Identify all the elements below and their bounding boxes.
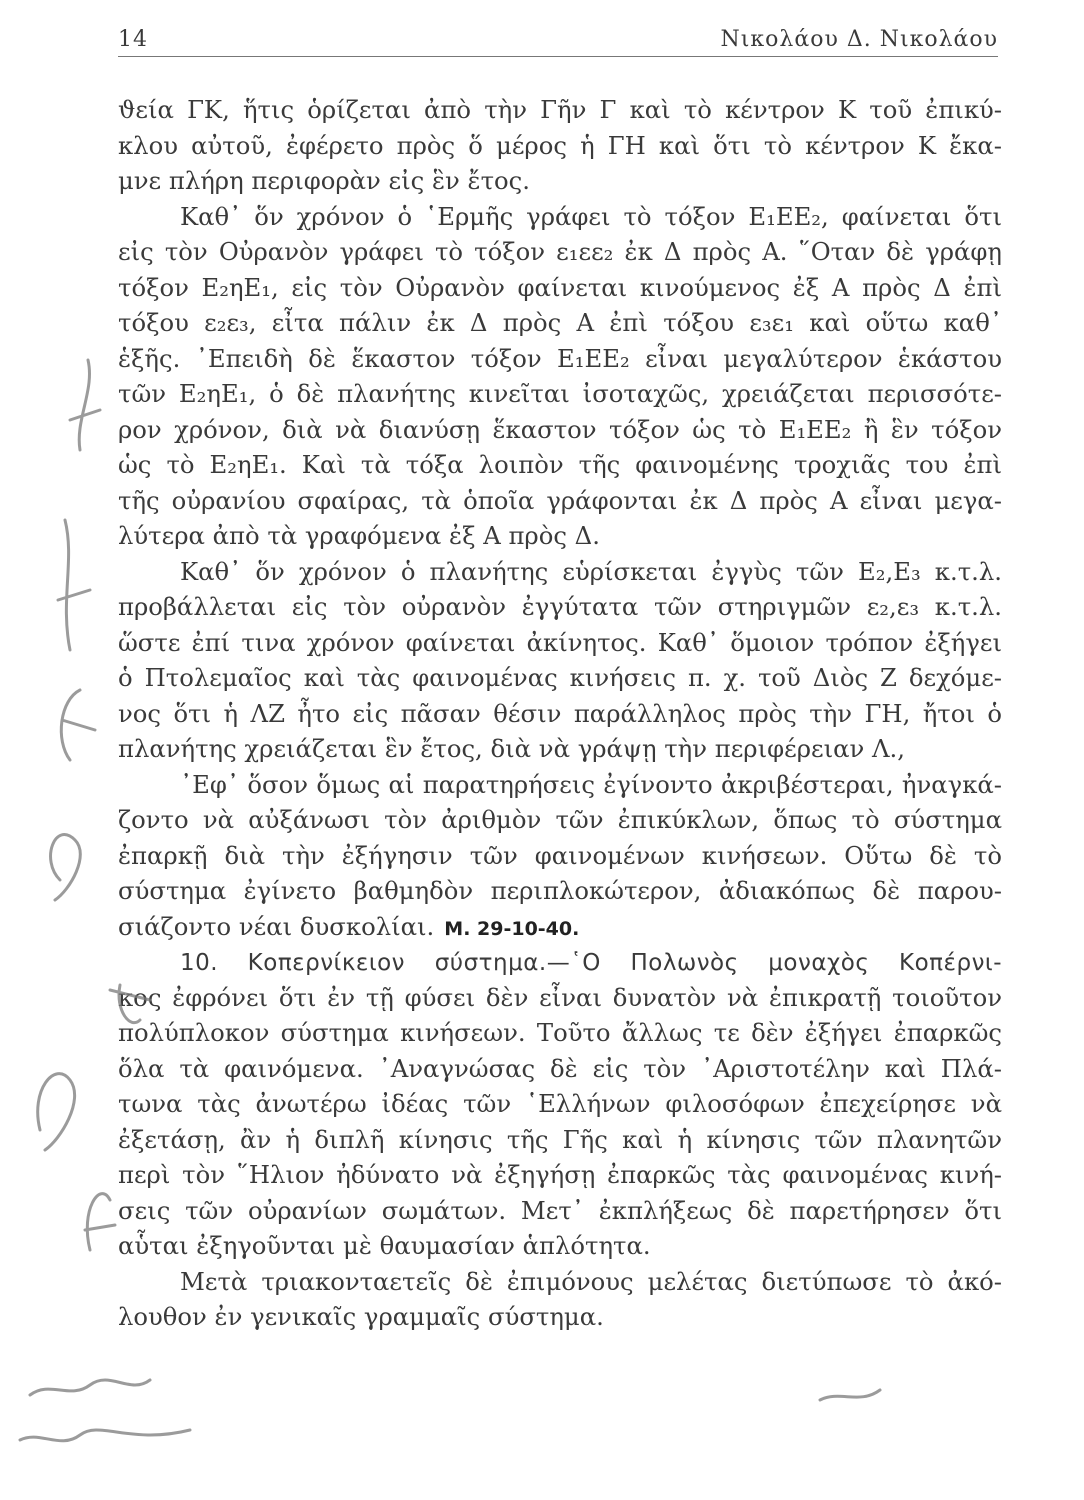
- text-line: λύτερα ἀπὸ τὰ γραφόμενα ἐξ Α πρὸς Δ.: [118, 521, 600, 550]
- text-line: σιάζοντο νέαι δυσκολίαι.: [118, 911, 435, 941]
- text-line: νος ὅτι ἡ ΛΖ ἦτο εἰς πᾶσαν θέσιν παράλληλος πρὸς τὴν ΓΗ, ἤτοι ὁ: [118, 698, 1002, 728]
- text-line-with-note: [118, 909, 1002, 945]
- text-line: τόξου ε₂ε₃, εἶτα πάλιν ἐκ Δ πρὸς Α ἐπὶ τόξου ε₃ε₁ καὶ οὕτω καθ᾿: [118, 308, 1002, 337]
- text-line: τῆς οὐρανίου σφαίρας, τὰ ὁποῖα γράφονται ἐκ Δ πρὸς Α εἶναι μεγα-: [118, 485, 1002, 515]
- text-line: τωνα τὰς ἀνωτέρω ἰδέας τῶν ῾Ελλήνων φιλοσόφων ἐπεχείρησε νὰ: [118, 1089, 1002, 1118]
- text-line: ὥστε ἐπί τινα χρόνον φαίνεται ἀκίνητος. Καθ᾿ ὅμοιον τρόπον ἐξήγει: [118, 627, 1002, 657]
- text-line: μνε πλήρη περιφορὰν εἰς ἓν ἔτος.: [118, 166, 530, 195]
- text-line: ρον χρόνον, διὰ νὰ διανύσῃ ἕκαστον τόξον ὡς τὸ Ε₁ΕΕ₂ ἢ ἓν τόξον: [118, 414, 1002, 444]
- text-line: ἐπαρκῇ διὰ τὴν ἐξήγησιν τῶν φαινομένων κινήσεων. Οὕτω δὲ τὸ: [118, 840, 1002, 870]
- text-line: προβάλλεται εἰς τὸν οὐρανὸν ἐγγύτατα τῶν στηριγμῶν ε₂,ε₃ κ.τ.λ.: [118, 592, 1002, 621]
- section-heading: Κοπερνίκειον σύστημα.—῾Ο Πολωνὸς μοναχὸς Κοπέρνι-: [247, 950, 1002, 976]
- text-line: Καθ᾿ ὅν χρόνον ὁ ῾Ερμῆς γράφει τὸ τόξον Ε₁ΕΕ₂, φαίνεται ὅτι: [180, 201, 1002, 231]
- body-text: [118, 92, 1002, 1335]
- text-line: πολύπλοκον σύστημα κινήσεων. Τοῦτο ἄλλως τε δὲν ἐξήγει ἐπαρκῶς: [118, 1018, 1002, 1047]
- text-line: τόξον Ε₂ηΕ₁, εἰς τὸν Οὐρανὸν φαίνεται κινούμενος ἐξ Α πρὸς Δ ἐπὶ: [118, 272, 1002, 302]
- text-line: ὁ Πτολεμαῖος καὶ τὰς φαινομένας κινήσεις π. χ. τοῦ Διὸς Ζ δεχόμε-: [118, 663, 1002, 692]
- page-header: [118, 22, 998, 57]
- text-line: σύστημα ἐγίνετο βαθμηδὸν περιπλοκώτερον, ἀδιακόπως δὲ παρου-: [118, 876, 1002, 905]
- text-line: ὅλα τὰ φαινόμενα. ᾿Αναγνώσας δὲ εἰς τὸν ᾿Αριστοτέλην καὶ Πλά-: [118, 1053, 1002, 1083]
- text-line: κλου αὐτοῦ, ἐφέρετο πρὸς ὅ μέρος ἡ ΓΗ καὶ ὅτι τὸ κέντρον Κ ἔκα-: [118, 130, 1002, 160]
- text-line: ἐξετάσῃ, ἂν ἡ διπλῆ κίνησις τῆς Γῆς καὶ ἡ κίνησις τῶν πλανητῶν: [118, 1124, 1002, 1154]
- text-line: ϑεία ΓΚ, ἥτις ὁρίζεται ἀπὸ τὴν Γῆν Γ καὶ τὸ κέντρον Κ τοῦ ἐπικύ-: [118, 95, 1002, 124]
- running-head: Νικολάου Δ. Νικολάου: [720, 27, 998, 52]
- text-line: ἑξῆς. ᾿Επειδὴ δὲ ἕκαστον τόξον Ε₁ΕΕ₂ εἶναι μεγαλύτερον ἑκάστου: [118, 343, 1002, 373]
- text-line: εἰς τὸν Οὐρανὸν γράφει τὸ τόξον ε₁εε₂ ἐκ Δ πρὸς Α. ῞Οταν δὲ γράφῃ: [118, 237, 1002, 266]
- text-line: ζοντο νὰ αὐξάνωσι τὸν ἀριθμὸν τῶν ἐπικύκλων, ὅπως τὸ σύστημα: [118, 805, 1002, 834]
- text-line: Καθ᾿ ὅν χρόνον ὁ πλανήτης εὑρίσκεται ἐγγὺς τῶν Ε₂,Ε₃ κ.τ.λ.: [180, 556, 1002, 586]
- text-line: σεις τῶν οὐρανίων σωμάτων. Μετ᾿ ἐκπλήξεως δὲ παρετήρησεν ὅτι: [118, 1195, 1002, 1225]
- handwritten-date-note: Μ. 29-10-40.: [444, 917, 580, 940]
- text-line: περὶ τὸν ῞Ηλιον ἠδύνατο νὰ ἐξηγήσῃ ἐπαρκῶς τὰς φαινομένας κινή-: [118, 1160, 1002, 1189]
- text-line: κος ἐφρόνει ὅτι ἐν τῇ φύσει δὲν εἶναι δυνατὸν νὰ ἐπικρατῇ τοιοῦτον: [118, 982, 1002, 1012]
- section-heading-line: [118, 944, 1002, 980]
- text-line: πλανήτης χρειάζεται ἓν ἔτος, διὰ νὰ γράψῃ τὴν περιφέρειαν Λ.,: [118, 734, 905, 763]
- text-line: ὡς τὸ Ε₂ηΕ₁. Καὶ τὰ τόξα λοιπὸν τῆς φαινομένης τροχιᾶς του ἐπὶ: [118, 450, 1002, 479]
- page-number: 14: [118, 27, 148, 52]
- text-line: ᾿Εφ᾿ ὅσον ὅμως αἱ παρατηρήσεις ἐγίνοντο ἀκριβέστεραι, ἠναγκά-: [180, 769, 1002, 799]
- text-line: τῶν Ε₂ηΕ₁, ὁ δὲ πλανήτης κινεῖται ἰσοταχῶς, χρειάζεται περισσότε-: [118, 379, 1002, 408]
- section-number: 10.: [180, 950, 219, 976]
- text-line: Μετὰ τριακονταετεῖς δὲ ἐπιμόνους μελέτας διετύπωσε τὸ ἀκό-: [180, 1266, 1002, 1296]
- text-line: λουθον ἐν γενικαῖς γραμμαῖς σύστημα.: [118, 1302, 604, 1331]
- text-line: αὗται ἐξηγοῦνται μὲ θαυμασίαν ἁπλότητα.: [118, 1231, 651, 1260]
